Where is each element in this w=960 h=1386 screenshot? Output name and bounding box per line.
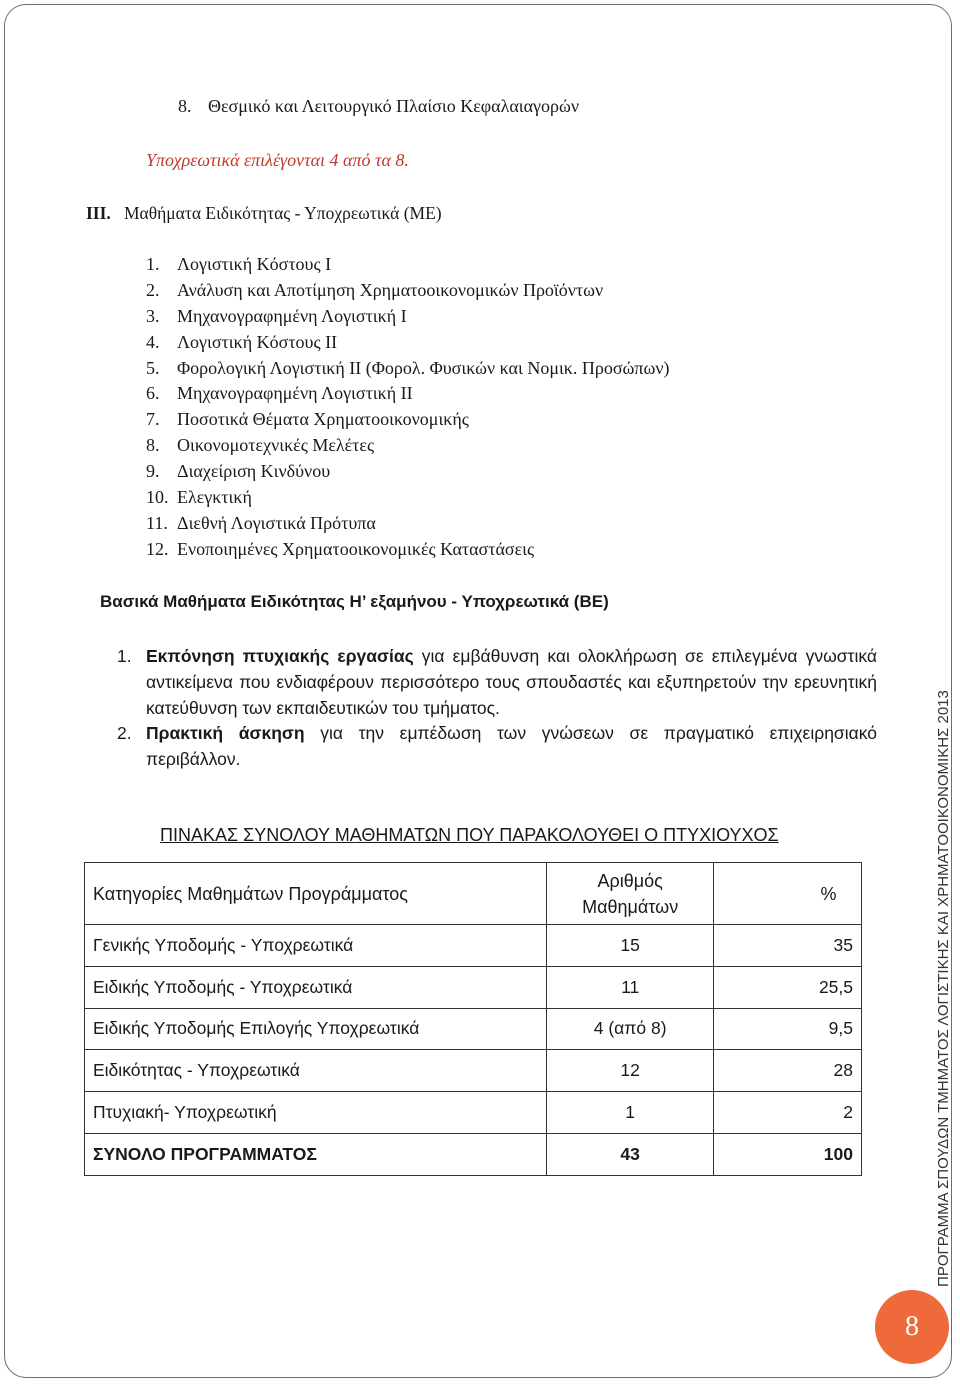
list-item xyxy=(146,485,669,511)
cell-category: Ειδικότητας - Υποχρεωτικά xyxy=(85,1050,547,1092)
list-item xyxy=(146,511,669,537)
cell-percent: 2 xyxy=(714,1092,862,1134)
item-description: για εμβάθυνση και ολοκλήρωση σε επιλεγμένα γνωστικά αντικείμενα που ενδιαφέρουν περισσότερο τους σπουδαστές και εξυπηρετούν την ερευνητική κατεύθυνση των εκπαιδευτικών του τμήματος. xyxy=(146,646,877,718)
item-number: 8. xyxy=(146,435,160,456)
table-title: ΠΙΝΑΚΑΣ ΣΥΝΟΛΟΥ ΜΑΘΗΜΑΤΩΝ ΠΟΥ ΠΑΡΑΚΟΛΟΥΘΕΙ Ο ΠΤΥΧΙΟΥΧΟΣ xyxy=(160,825,779,845)
cell-count: 1 xyxy=(547,1092,714,1134)
cell-total-percent: 100 xyxy=(714,1133,862,1175)
list-item xyxy=(117,644,877,721)
header-percent: % xyxy=(714,863,862,925)
table-row xyxy=(85,966,862,1008)
item-number: 2. xyxy=(117,723,132,744)
table-row xyxy=(85,1050,862,1092)
cell-count: 15 xyxy=(547,925,714,967)
header-course-count: Αριθμός Μαθημάτων xyxy=(547,863,714,925)
section-roman-numeral: III. xyxy=(86,203,111,223)
item-title: Ενοποιημένες Χρηματοοικονομικές Καταστάσεις xyxy=(177,538,535,559)
cell-count: 4 (από 8) xyxy=(547,1008,714,1050)
cell-count: 12 xyxy=(547,1050,714,1092)
cell-total-count: 43 xyxy=(547,1133,714,1175)
list-item xyxy=(146,381,669,407)
list-item xyxy=(146,304,669,330)
thesis-list xyxy=(117,644,877,773)
item-number: 12. xyxy=(146,538,169,559)
item-number: 6. xyxy=(146,383,160,404)
item-number: 3. xyxy=(146,305,160,326)
item-number: 4. xyxy=(146,331,160,352)
item-number: 5. xyxy=(146,357,160,378)
item-title: Ανάλυση και Αποτίμηση Χρηματοοικονομικών Προϊόντων xyxy=(177,279,604,300)
item-bold-title: Εκπόνηση πτυχιακής εργασίας xyxy=(146,646,414,666)
table-total-row xyxy=(85,1133,862,1175)
vertical-footer-text: ΠΡΟΓΡΑΜΜΑ ΣΠΟΥΔΩΝ ΤΜΗΜΑΤΟΣ ΛΟΓΙΣΤΙΚΗΣ ΚΑΙ ΧΡΗΜΑΤΟΟΙΚΟΝΟΜΙΚΗΣ 2013 xyxy=(935,690,952,1287)
item-title: Διεθνή Λογιστικά Πρότυπα xyxy=(177,512,376,533)
item-title: Οικονομοτεχνικές Μελέτες xyxy=(177,435,375,456)
item-bold-title: Πρακτική άσκηση xyxy=(146,723,305,744)
list-item xyxy=(146,537,669,563)
cell-category: Ειδικής Υποδομής - Υποχρεωτικά xyxy=(85,966,547,1008)
list-item xyxy=(117,721,877,773)
page-number-badge xyxy=(875,1290,949,1364)
list-item xyxy=(146,278,669,304)
list-item xyxy=(146,407,669,433)
cell-total-label: ΣΥΝΟΛΟ ΠΡΟΓΡΑΜΜΑΤΟΣ xyxy=(85,1133,547,1175)
header-category: Κατηγορίες Μαθημάτων Προγράμματος xyxy=(85,863,547,925)
item-title: Μηχανογραφημένη Λογιστική Ι xyxy=(177,305,407,326)
cell-percent: 9,5 xyxy=(714,1008,862,1050)
specialty-course-list xyxy=(146,252,669,563)
item-number: 8. xyxy=(178,96,192,116)
item-title: Φορολογική Λογιστική ΙΙ (Φορολ. Φυσικών και Νομικ. Προσώπων) xyxy=(177,357,670,378)
table-row xyxy=(85,1092,862,1134)
course-item-8 xyxy=(178,96,579,117)
section-title: Μαθήματα Ειδικότητας - Υποχρεωτικά (ΜΕ) xyxy=(124,203,442,223)
table-header-row xyxy=(85,863,862,925)
item-title: Θεσμικό και Λειτουργικό Πλαίσιο Κεφαλαιαγορών xyxy=(208,96,579,116)
item-number: 10. xyxy=(146,487,169,508)
item-number: 9. xyxy=(146,461,160,482)
item-title: Λογιστική Κόστους ΙΙ xyxy=(177,331,338,352)
item-description: για την εμπέδωση των γνώσεων σε πραγματικό επιχειρησιακό περιβάλλον. xyxy=(146,723,878,770)
item-number: 2. xyxy=(146,279,160,300)
courses-summary-table xyxy=(84,862,862,1176)
item-title: Ποσοτικά Θέματα Χρηματοοικονομικής xyxy=(177,409,469,430)
item-number: 7. xyxy=(146,409,160,430)
item-title: Λογιστική Κόστους Ι xyxy=(177,254,332,274)
cell-percent: 35 xyxy=(714,925,862,967)
table-row xyxy=(85,925,862,967)
list-item xyxy=(146,433,669,459)
page-number: 8 xyxy=(905,1311,919,1342)
list-item xyxy=(146,459,669,485)
list-item xyxy=(146,330,669,356)
section-heading xyxy=(86,203,442,224)
list-item xyxy=(146,252,669,278)
cell-category: Ειδικής Υποδομής Επιλογής Υποχρεωτικά xyxy=(85,1008,547,1050)
item-title: Μηχανογραφημένη Λογιστική ΙΙ xyxy=(177,383,413,404)
cell-percent: 25,5 xyxy=(714,966,862,1008)
item-title: Διαχείριση Κινδύνου xyxy=(177,461,331,482)
item-number: 1. xyxy=(146,254,160,274)
cell-percent: 28 xyxy=(714,1050,862,1092)
cell-category: Γενικής Υποδομής - Υποχρεωτικά xyxy=(85,925,547,967)
list-item xyxy=(146,356,669,382)
item-number: 11. xyxy=(146,512,168,533)
item-number: 1. xyxy=(117,646,132,666)
item-title: Ελεγκτική xyxy=(177,487,252,508)
cell-category: Πτυχιακή- Υποχρεωτική xyxy=(85,1092,547,1134)
table-row xyxy=(85,1008,862,1050)
semester-heading: Βασικά Μαθήματα Ειδικότητας Η’ εξαμήνου - Υποχρεωτικά (ΒΕ) xyxy=(100,592,609,611)
cell-count: 11 xyxy=(547,966,714,1008)
elective-note: Υποχρεωτικά επιλέγονται 4 από τα 8. xyxy=(146,150,409,170)
